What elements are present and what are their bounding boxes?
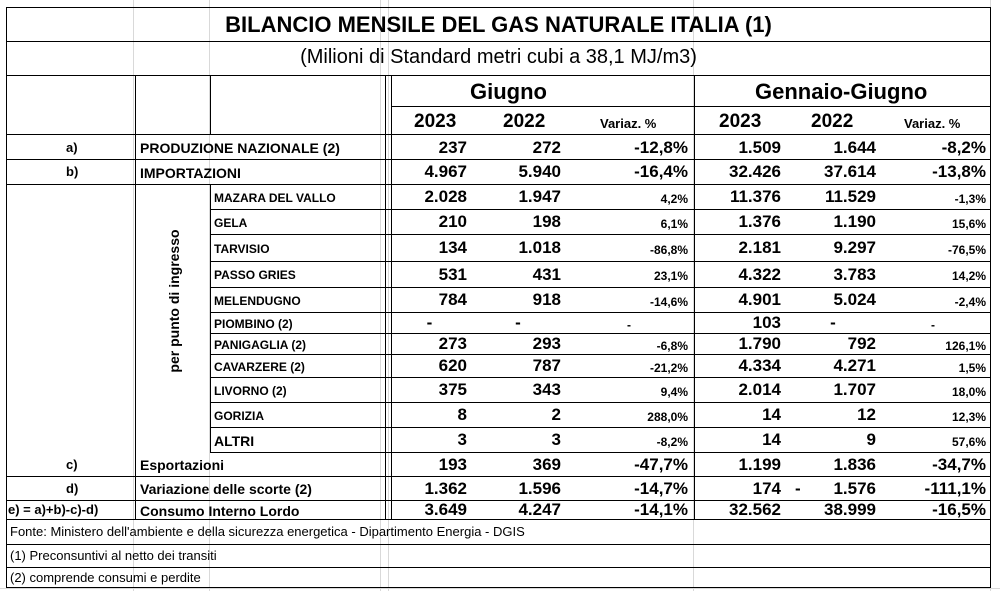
cell-month-2022: 272 — [532, 137, 561, 157]
cell-month-variation: -8,2% — [656, 434, 688, 449]
cell-ytd-2022: 12 — [857, 405, 876, 424]
cell-month-variation: -47,7% — [634, 454, 688, 474]
cell-ytd-2022: 1.644 — [833, 137, 876, 157]
cell-month-2023: 620 — [438, 356, 467, 375]
row-label: CAVARZERE (2) — [214, 359, 305, 374]
footnote-1: (1) Preconsuntivi al netto dei transiti — [10, 548, 217, 563]
cell-month-2022: - — [515, 313, 521, 332]
cell-ytd-variation: 126,1% — [945, 338, 986, 353]
column-line — [210, 75, 211, 135]
cell-month-2022: 343 — [532, 380, 561, 399]
row-label: PANIGAGLIA (2) — [214, 337, 306, 352]
cell-month-2022: 1.596 — [518, 478, 561, 498]
row-line — [210, 312, 991, 313]
cell-month-2022: 4.247 — [518, 500, 561, 519]
cell-month-variation: -86,8% — [649, 242, 688, 257]
column-line — [210, 184, 211, 452]
divider — [6, 134, 991, 135]
cell-ytd-2022: 5.024 — [833, 290, 876, 309]
cell-ytd-2022: 9.297 — [833, 238, 876, 257]
divider — [6, 519, 991, 520]
cell-ytd-2023: 103 — [752, 313, 781, 332]
cell-ytd-2023: 1.509 — [738, 137, 781, 157]
cell-ytd-variation: -13,8% — [932, 162, 986, 181]
cell-ytd-2023: 14 — [762, 430, 781, 449]
cell-month-2022: 431 — [532, 264, 561, 284]
cell-month-2022: 198 — [532, 212, 561, 231]
cell-month-2023: 3 — [457, 430, 467, 449]
cell-month-variation: -14,7% — [634, 478, 688, 498]
cell-month-2023: 193 — [438, 454, 467, 474]
cell-ytd-2023: 2.014 — [738, 380, 781, 399]
header-variation: Variaz. % — [600, 116, 657, 131]
row-line — [210, 427, 991, 428]
cell-month-variation: -6,8% — [656, 338, 688, 353]
cell-month-2023: 237 — [438, 137, 467, 157]
cell-ytd-variation: -2,4% — [954, 294, 986, 309]
cell-ytd-variation: 57,6% — [951, 434, 986, 449]
cell-ytd-2023: 1.199 — [738, 454, 781, 474]
row-label: MAZARA DEL VALLO — [214, 190, 336, 205]
cell-month-2022: 369 — [532, 454, 561, 474]
cell-month-2022: 293 — [532, 334, 561, 353]
divider — [6, 41, 991, 42]
cell-month-2023: 1.362 — [424, 478, 467, 498]
cell-month-2023: 8 — [457, 405, 467, 424]
row-label: ALTRI — [214, 432, 255, 449]
cell-month-2023: 273 — [438, 334, 467, 353]
header-year: 2022 — [503, 111, 546, 132]
footnote-source: Fonte: Ministero dell'ambiente e della sicurezza energetica - Dipartimento Energia - DGIS — [10, 524, 525, 539]
cell-ytd-2022: 1.707 — [833, 380, 876, 399]
cell-ytd-2022: 792 — [847, 334, 876, 353]
cell-ytd-2022: 1.190 — [833, 212, 876, 231]
row-label: GORIZIA — [214, 408, 264, 423]
row-letter: b) — [66, 164, 79, 179]
row-line — [6, 184, 991, 185]
cell-month-variation: 288,0% — [647, 409, 688, 424]
cell-month-variation: - — [627, 317, 631, 332]
row-label: GELA — [214, 215, 248, 230]
cell-month-variation: 6,1% — [660, 216, 688, 231]
cell-month-2023: 784 — [438, 290, 467, 309]
cell-ytd-2023: 1.790 — [738, 334, 781, 353]
cell-ytd-2022: 1.836 — [833, 454, 876, 474]
cell-month-variation: 4,2% — [660, 191, 688, 206]
row-line — [6, 159, 991, 160]
row-line — [210, 209, 991, 210]
cell-ytd-2022: 38.999 — [824, 500, 876, 519]
cell-month-2023: 531 — [438, 264, 467, 284]
cell-ytd-2023: 1.376 — [738, 212, 781, 231]
cell-month-2023: 3.649 — [424, 500, 467, 519]
cell-ytd-variation: 14,2% — [951, 269, 986, 283]
cell-ytd-2023: 4.322 — [738, 264, 781, 284]
cell-ytd-2022: 37.614 — [824, 162, 876, 181]
cell-ytd-2022: 9 — [866, 430, 876, 449]
cell-ytd-2022-sign: - — [795, 478, 801, 498]
cell-ytd-2022: 3.783 — [833, 264, 876, 284]
cell-ytd-2023: 32.562 — [729, 500, 781, 519]
cell-month-2023: 210 — [438, 212, 467, 231]
footnote-2: (2) comprende consumi e perdite — [10, 570, 201, 585]
cell-month-2023: - — [426, 313, 433, 332]
cell-month-2022: 1.947 — [518, 187, 561, 206]
cell-ytd-variation: 1,5% — [958, 360, 986, 375]
cell-month-variation: 23,1% — [653, 269, 688, 283]
cell-month-variation: -16,4% — [634, 162, 688, 181]
divider — [6, 544, 991, 545]
row-label: MELENDUGNO — [214, 293, 301, 308]
cell-ytd-variation: - — [931, 317, 935, 332]
row-line — [210, 287, 991, 288]
row-line — [210, 354, 991, 355]
row-letter: a) — [66, 139, 78, 155]
cell-ytd-variation: -8,2% — [941, 137, 986, 157]
cell-ytd-variation: 18,0% — [951, 384, 986, 399]
row-letter: c) — [66, 456, 78, 472]
cell-month-variation: -14,1% — [634, 500, 688, 519]
row-line — [210, 234, 991, 235]
cell-month-2022: 918 — [532, 290, 561, 309]
row-label: IMPORTAZIONI — [140, 164, 241, 181]
cell-ytd-2023: 32.426 — [729, 162, 781, 181]
cell-ytd-variation: 12,3% — [951, 409, 986, 424]
cell-month-2022: 2 — [551, 405, 561, 424]
cell-month-2022: 1.018 — [518, 238, 561, 257]
cell-ytd-2023: 4.901 — [738, 290, 781, 309]
row-label: Variazione delle scorte (2) — [140, 481, 312, 497]
row-line — [210, 377, 991, 378]
header-variation: Variaz. % — [904, 116, 961, 131]
cell-month-2023: 375 — [438, 380, 467, 399]
cell-ytd-2023: 11.376 — [729, 187, 781, 206]
divider — [6, 567, 991, 568]
header-year: 2023 — [414, 111, 457, 132]
cell-ytd-2023: 4.334 — [738, 356, 781, 375]
header-year: 2022 — [811, 111, 854, 132]
row-letter: d) — [66, 480, 79, 496]
row-label: PIOMBINO (2) — [214, 316, 293, 331]
row-letter: e) = a)+b)-c)-d) — [8, 502, 99, 517]
cell-month-2023: 134 — [438, 238, 467, 257]
cell-ytd-variation: 15,6% — [951, 216, 986, 231]
row-label: LIVORNO (2) — [214, 383, 287, 398]
cell-ytd-variation: -16,5% — [932, 500, 986, 519]
grid-line — [0, 588, 1000, 589]
cell-ytd-variation: -111,1% — [924, 478, 986, 498]
cell-month-2022: 787 — [532, 356, 561, 375]
row-line — [6, 476, 991, 477]
column-line — [135, 75, 136, 519]
cell-month-variation: -14,6% — [649, 294, 688, 309]
row-label: PASSO GRIES — [214, 268, 296, 282]
cell-month-2022: 3 — [551, 430, 561, 449]
cell-ytd-2023: 174 — [752, 478, 781, 498]
cell-month-variation: 9,4% — [660, 384, 688, 399]
cell-month-variation: -21,2% — [649, 360, 688, 375]
divider — [392, 106, 991, 107]
cell-ytd-variation: -76,5% — [947, 242, 986, 257]
page-subtitle: (Milioni di Standard metri cubi a 38,1 MJ/m3) — [300, 46, 697, 68]
cell-ytd-2023: 2.181 — [738, 238, 781, 257]
header-year: 2023 — [719, 111, 762, 132]
cell-ytd-2022: 11.529 — [824, 187, 876, 206]
cell-ytd-2022: 4.271 — [833, 356, 876, 375]
cell-month-2023: 2.028 — [424, 187, 467, 206]
divider — [6, 75, 991, 76]
cell-month-2022: 5.940 — [518, 162, 561, 181]
row-label: TARVISIO — [214, 241, 270, 256]
cell-month-variation: -12,8% — [634, 137, 688, 157]
header-period-ytd: Gennaio-Giugno — [755, 79, 928, 104]
row-line — [210, 452, 991, 453]
row-line — [210, 402, 991, 403]
cell-ytd-2022: 1.576 — [833, 478, 876, 498]
cell-ytd-2023: 14 — [762, 405, 781, 424]
cell-ytd-variation: -1,3% — [954, 191, 986, 206]
page-title: BILANCIO MENSILE DEL GAS NATURALE ITALIA (1) — [225, 12, 772, 37]
cell-month-2023: 4.967 — [424, 162, 467, 181]
row-label: Consumo Interno Lordo — [140, 502, 300, 519]
header-period-month: Giugno — [470, 79, 547, 104]
cell-ytd-2022: - — [830, 313, 836, 332]
row-label: PRODUZIONE NAZIONALE (2) — [140, 140, 340, 156]
entry-point-group-label: per punto di ingresso — [166, 229, 182, 373]
row-label: Esportazioni — [140, 457, 225, 473]
cell-ytd-variation: -34,7% — [932, 454, 986, 474]
row-line — [210, 261, 991, 262]
